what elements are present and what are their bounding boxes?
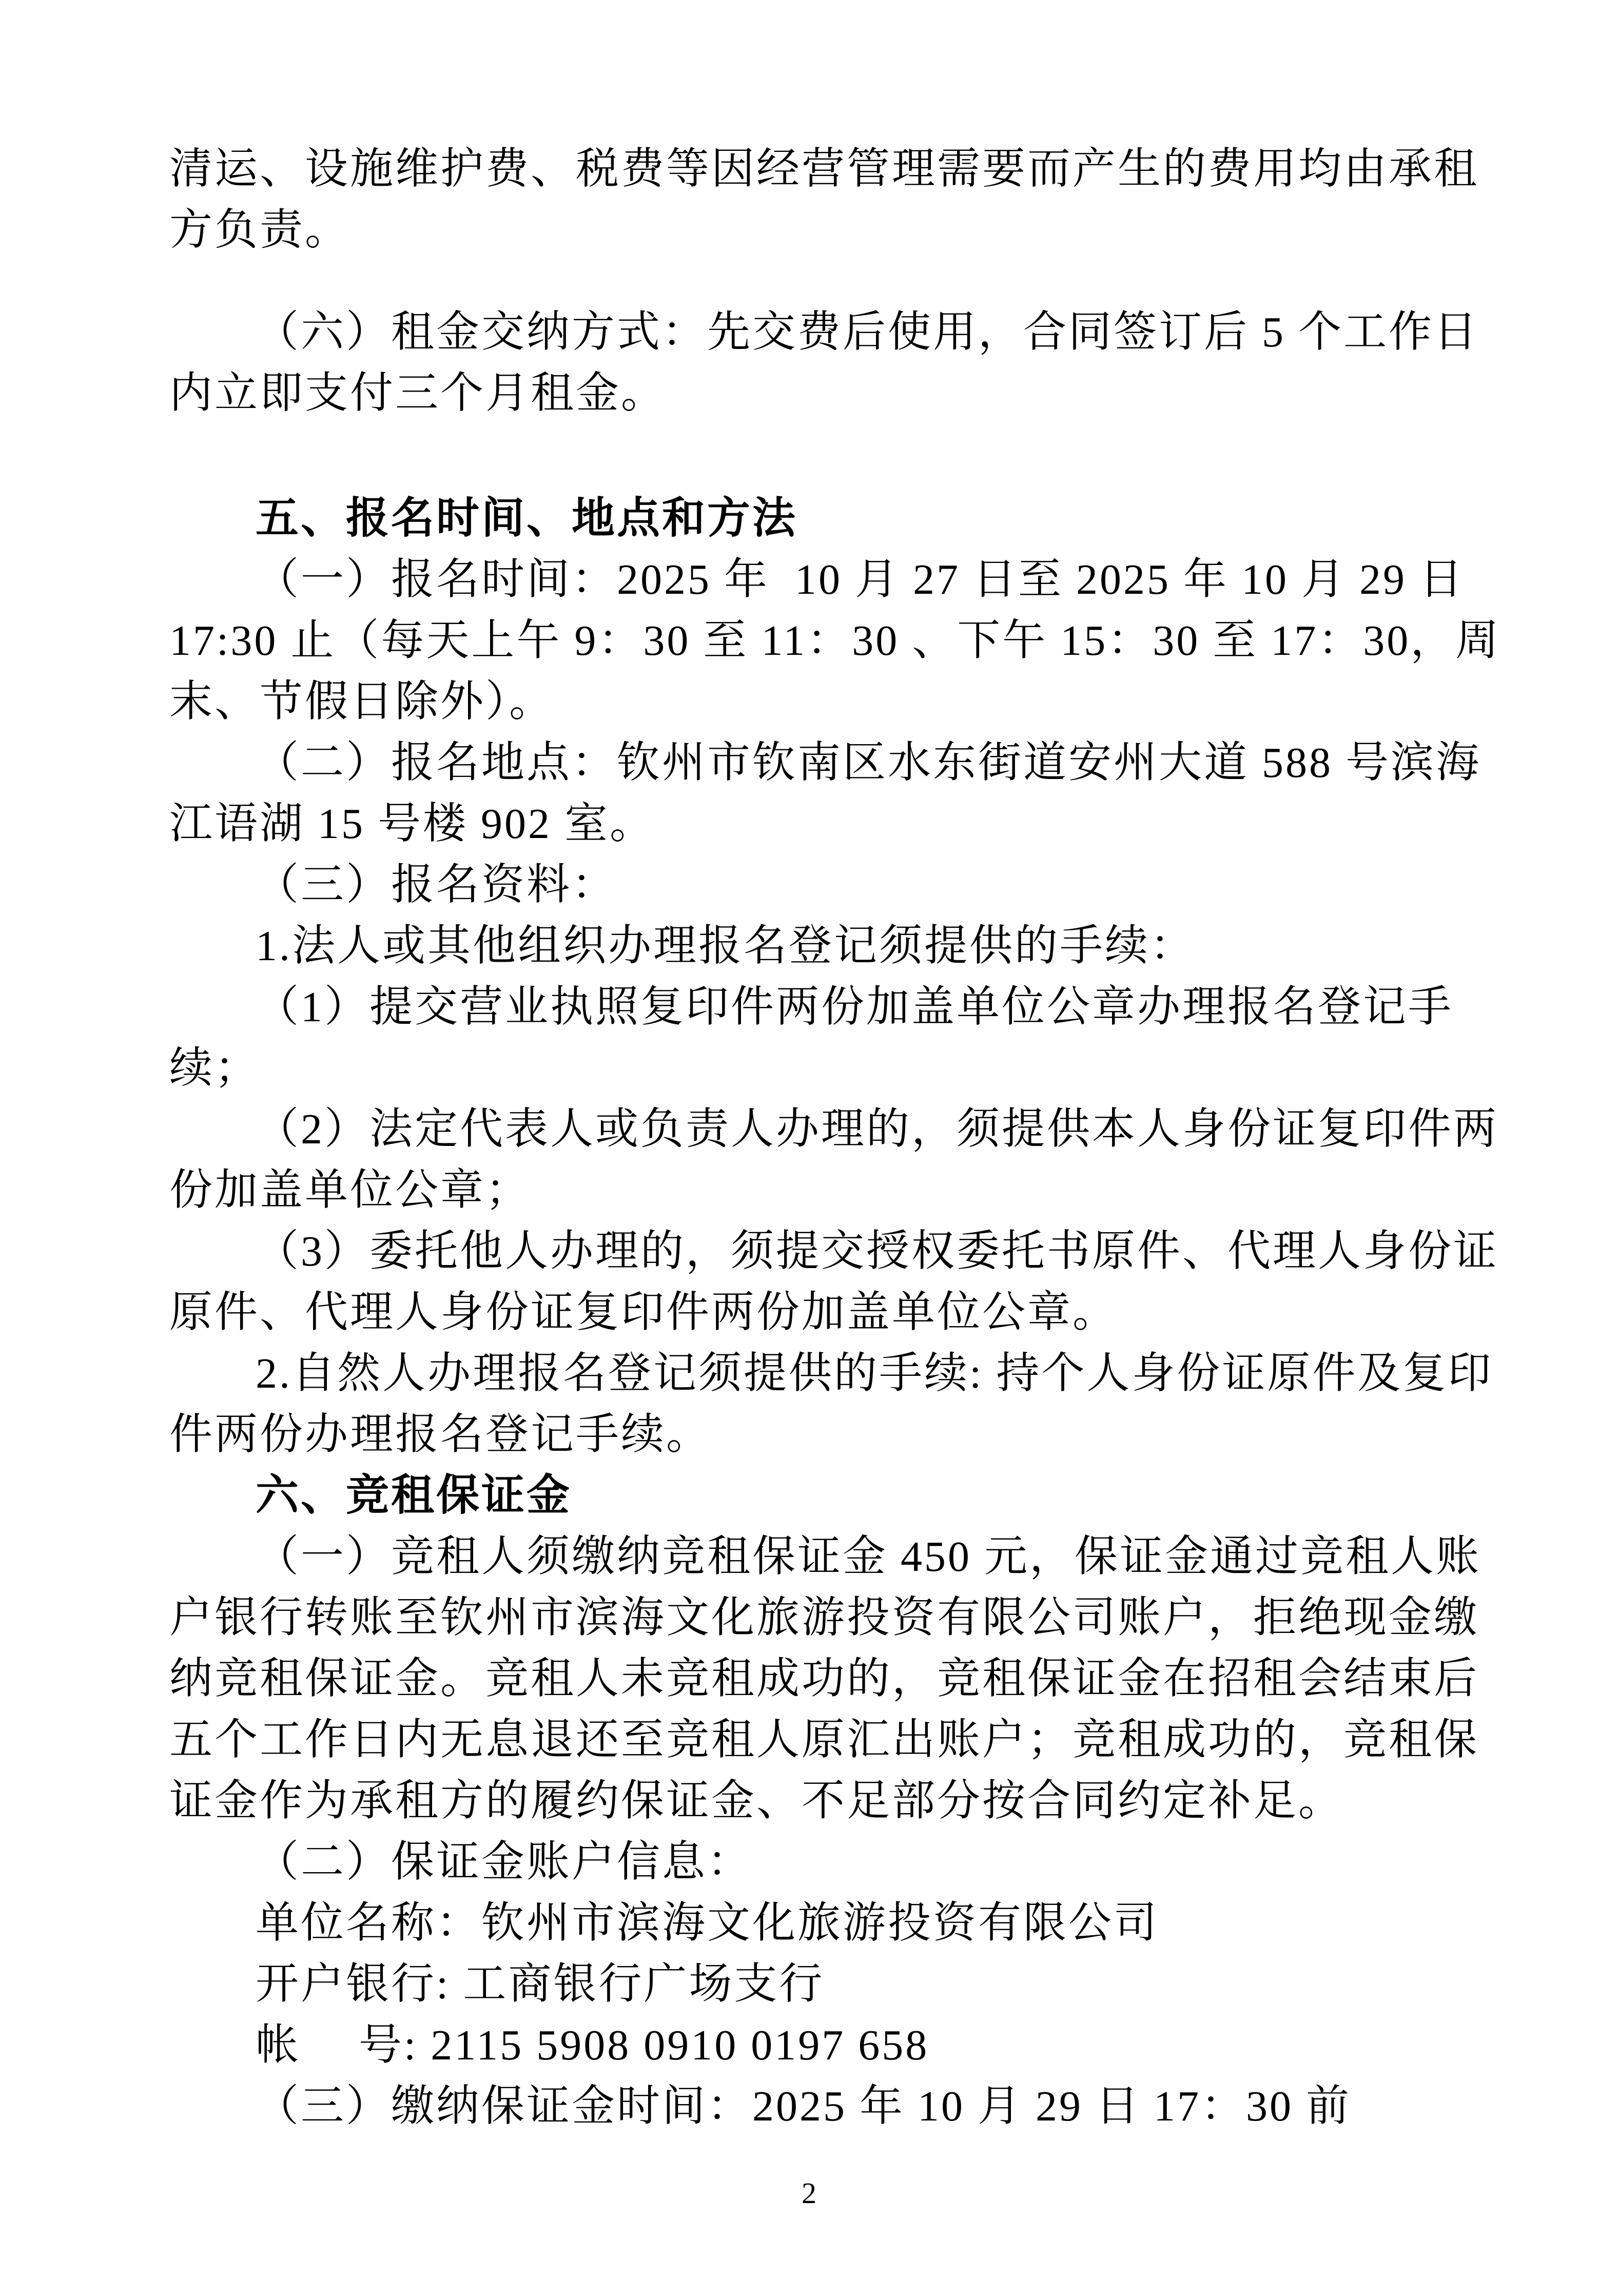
section-spacer <box>169 424 1488 488</box>
line-item1-business-license-2: 续； <box>169 1044 260 1092</box>
page-number: 2 <box>802 2176 816 2210</box>
line-deposit-account-info-heading: （二）保证金账户信息： <box>256 1838 753 1886</box>
line-item3-entrusted-agent-2: 原件、代理人身份证复印件两份加盖单位公章。 <box>169 1289 1118 1336</box>
line-operating-fees-wrap-2: 方负责。 <box>169 206 350 254</box>
line-deposit-terms-1: （一）竞租人须缴纳竞租保证金 450 元，保证金通过竞租人账 <box>256 1533 1481 1581</box>
line-company-name: 单位名称：钦州市滨海文化旅游投资有限公司 <box>256 1899 1159 1947</box>
line-signup-time-3: 末、节假日除外）。 <box>169 678 555 726</box>
line-natural-person-procedures-2: 件两份办理报名登记手续。 <box>169 1411 712 1458</box>
heading-section5-signup: 五、报名时间、地点和方法 <box>256 495 798 542</box>
paragraph-spacer <box>169 261 1488 302</box>
line-deposit-deadline: （三）缴纳保证金时间：2025 年 10 月 29 日 17：30 前 <box>256 2083 1352 2130</box>
line-item2-legal-representative-1: （2）法定代表人或负责人办理的，须提供本人身份证复印件两 <box>256 1105 1499 1153</box>
line-deposit-terms-4: 五个工作日内无息退还至竞租人原汇出账户；竞租成功的，竞租保 <box>169 1716 1479 1764</box>
line-item2-legal-representative-2: 份加盖单位公章； <box>169 1166 531 1214</box>
line-signup-location-1: （二）报名地点：钦州市钦南区水东街道安州大道 588 号滨海 <box>256 739 1481 787</box>
line-signup-time-2: 17:30 止（每天上午 9：30 至 11：30 、下午 15：30 至 17：30，周 <box>169 617 1501 665</box>
line-signup-location-2: 江语湖 15 号楼 902 室。 <box>169 800 655 848</box>
line-rent-payment-method-2: 内立即支付三个月租金。 <box>169 369 667 417</box>
line-rent-payment-method-1: （六）租金交纳方式：先交费后使用，合同签订后 5 个工作日 <box>256 308 1479 356</box>
line-natural-person-procedures-1: 2.自然人办理报名登记须提供的手续: 持个人身份证原件及复印 <box>256 1350 1493 1397</box>
line-bank-name: 开户银行: 工商银行广场支行 <box>256 1960 825 2008</box>
line-deposit-terms-3: 纳竞租保证金。竞租人未竞租成功的，竞租保证金在招租会结束后 <box>169 1655 1479 1703</box>
line-deposit-terms-2: 户银行转账至钦州市滨海文化旅游投资有限公司账户，拒绝现金缴 <box>169 1594 1479 1642</box>
heading-section6-deposit: 六、竞租保证金 <box>256 1472 572 1520</box>
line-signup-materials-heading: （三）报名资料： <box>256 861 617 909</box>
line-item1-business-license-1: （1）提交营业执照复印件两份加盖单位公章办理报名登记手 <box>256 983 1454 1031</box>
line-item3-entrusted-agent-1: （3）委托他人办理的，须提交授权委托书原件、代理人身份证 <box>256 1228 1499 1275</box>
document-body <box>169 139 1501 2137</box>
line-account-number: 帐 号: 2115 5908 0910 0197 658 <box>256 2021 929 2069</box>
line-deposit-terms-5: 证金作为承租方的履约保证金、不足部分按合同约定补足。 <box>169 1777 1344 1825</box>
line-signup-time-1: （一）报名时间：2025 年 10 月 27 日至 2025 年 10 月 29 日 <box>256 556 1465 604</box>
line-operating-fees-wrap-1: 清运、设施维护费、税费等因经营管理需要而产生的费用均由承租 <box>169 145 1479 193</box>
line-legal-entity-procedures: 1.法人或其他组织办理报名登记须提供的手续： <box>256 922 1196 970</box>
